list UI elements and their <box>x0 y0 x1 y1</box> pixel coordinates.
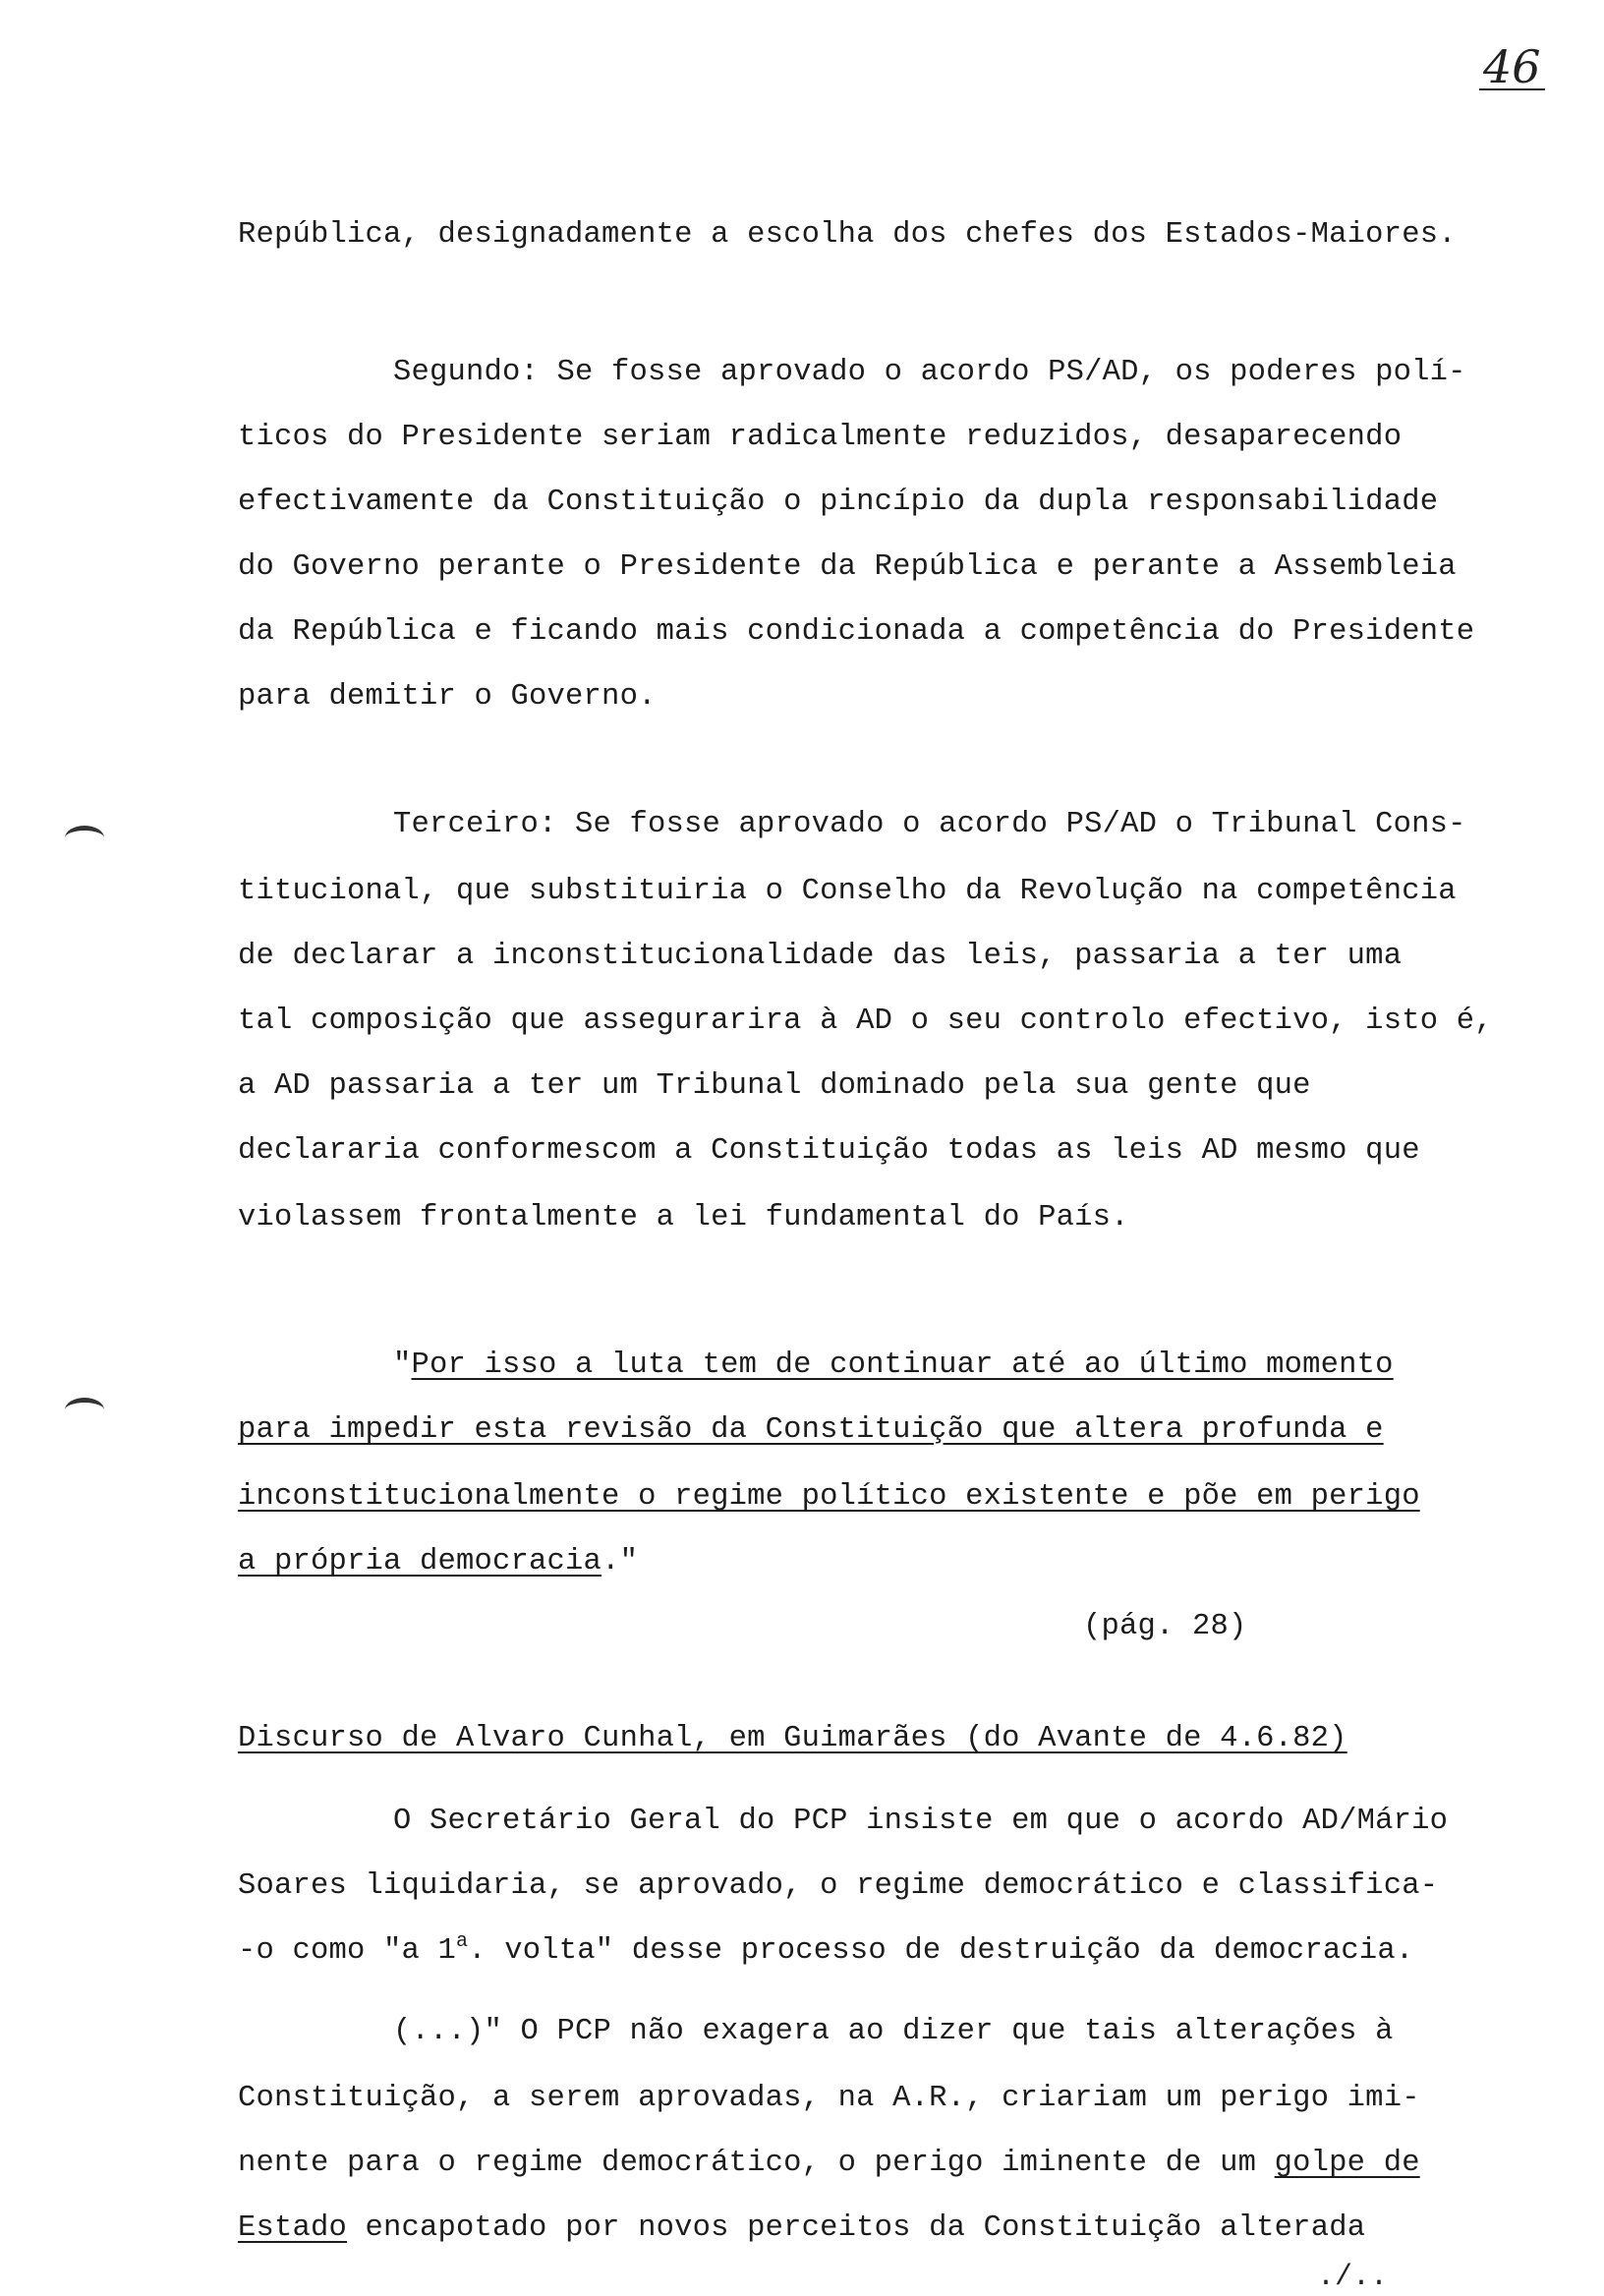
text-fragment: nente para o regime democrático, o perigo iminente de um <box>238 2147 1275 2180</box>
page-number: 46 <box>1479 45 1545 90</box>
text-fragment: -o como "a 1 <box>238 1934 457 1968</box>
text-line <box>238 2211 1365 2245</box>
punch-hole-mark <box>65 1398 104 1422</box>
text-line: Soares liquidaria, se aprovado, o regime democrático e classifica- <box>238 1869 1439 1903</box>
text-fragment: . volta" desse processo de destruição da democracia. <box>468 1934 1414 1968</box>
text-line: ticos do Presidente seriam radicalmente reduzidos, desaparecendo <box>238 421 1403 454</box>
text-line: declararia conformescom a Constituição todas as leis AD mesmo que <box>238 1134 1420 1168</box>
text-line: de declarar a inconstitucionalidade das leis, passaria a ter uma <box>238 940 1403 973</box>
quote-text: a própria democracia <box>238 1545 602 1578</box>
text-line: da República e ficando mais condicionada a competência do Presidente <box>238 615 1475 649</box>
quote-close: ." <box>602 1545 639 1578</box>
text-line: violassem frontalmente a lei fundamental do País. <box>238 1201 1129 1234</box>
quote-line <box>393 1349 1394 1382</box>
text-line: titucional, que substituiria o Conselho da Revolução na competência <box>238 875 1457 908</box>
quote-text: Por isso a luta tem de continuar até ao último momento <box>411 1349 1394 1382</box>
text-line <box>238 2147 1420 2180</box>
paragraph-terceiro-line: Terceiro: Se fosse aprovado o acordo PS/AD o Tribunal Cons- <box>393 808 1466 841</box>
text-line: tal composição que assegurarira à AD o seu controlo efectivo, isto é, <box>238 1004 1493 1038</box>
continued-marker: ./.. <box>1317 2261 1389 2294</box>
paragraph-segundo-line: Segundo: Se fosse aprovado o acordo PS/AD, os poderes polí- <box>393 356 1466 389</box>
quote-line <box>238 1545 638 1578</box>
text-line: República, designadamente a escolha dos chefes dos Estados-Maiores. <box>238 218 1457 252</box>
punch-hole-mark <box>65 826 104 850</box>
text-line: para demitir o Governo. <box>238 680 657 714</box>
paragraph-line: O Secretário Geral do PCP insiste em que o acordo AD/Mário <box>393 1805 1449 1838</box>
text-line: Constituição, a serem aprovadas, na A.R., criariam um perigo imi- <box>238 2082 1420 2115</box>
underlined-text: golpe de <box>1274 2147 1420 2180</box>
superscript: a <box>456 1930 469 1953</box>
page-reference: (pág. 28) <box>1083 1610 1247 1643</box>
text-fragment: encapotado por novos perceitos da Constituição alterada <box>347 2211 1366 2245</box>
quote-line: para impedir esta revisão da Constituição que altera profunda e <box>238 1413 1384 1447</box>
text-line: efectivamente da Constituição o pincípio da dupla responsabilidade <box>238 486 1439 519</box>
quote-open: " <box>393 1349 412 1382</box>
paragraph-line: (...)" O PCP não exagera ao dizer que tais alterações à <box>393 2015 1394 2048</box>
section-heading: Discurso de Alvaro Cunhal, em Guimarães (do Avante de 4.6.82) <box>238 1722 1347 1755</box>
underlined-text: Estado <box>238 2211 348 2245</box>
quote-line: inconstitucionalmente o regime político existente e põe em perigo <box>238 1480 1420 1514</box>
text-line: a AD passaria a ter um Tribunal dominado pela sua gente que <box>238 1069 1311 1103</box>
text-line <box>238 1930 1414 1968</box>
text-line: do Governo perante o Presidente da República e perante a Assembleia <box>238 550 1457 584</box>
